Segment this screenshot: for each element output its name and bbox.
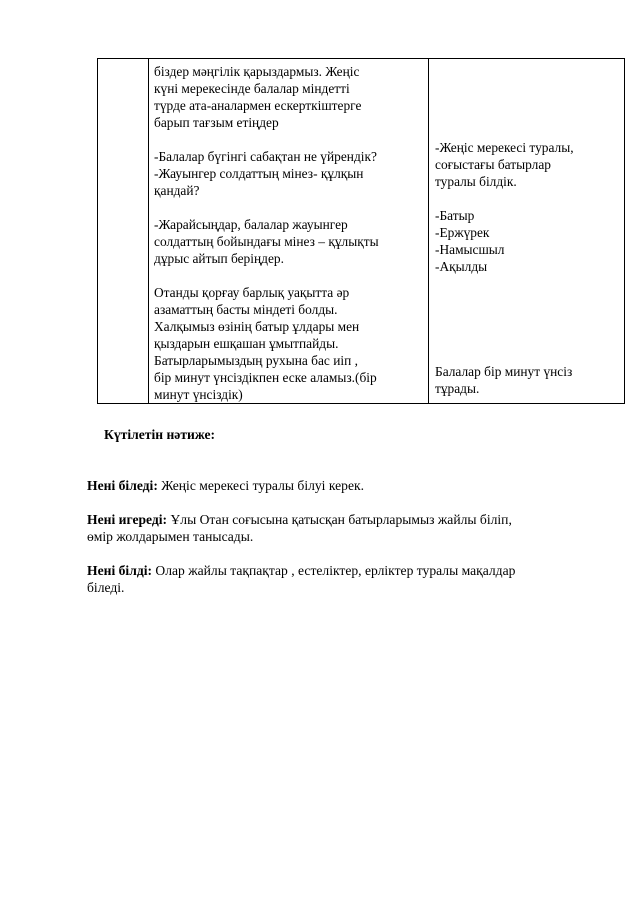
text-line: барып тағзым етіңдер	[154, 115, 279, 130]
text-line: -Жауынгер солдаттың мінез- құлқын	[154, 166, 364, 181]
section-heading: Күтілетін нәтиже:	[104, 427, 216, 442]
knew-text: Олар жайлы тақпақтар , естеліктер, ерліктер туралы мақалдар	[152, 563, 516, 578]
text-line: Халқымыз өзінің батыр ұлдары мен	[154, 319, 360, 334]
text-line: қыздарын ешқашан ұмытпайды.	[154, 336, 339, 351]
text-line: минут үнсіздік)	[154, 387, 243, 402]
text-line: қандай?	[154, 183, 200, 198]
text-line: Батырларымыздың рухына бас иіп ,	[154, 353, 358, 368]
text-line: соғыстағы батырлар	[435, 157, 551, 172]
masters-text: Ұлы Отан соғысына қатысқан батырларымыз жайлы біліп,	[167, 512, 512, 527]
text-line: азаматтың басты міндеті болды.	[154, 302, 338, 317]
expected-results-section	[87, 426, 607, 596]
lesson-table	[97, 58, 625, 404]
text-line: -Жарайсыңдар, балалар жауынгер	[154, 217, 348, 232]
teacher-activity-cell	[149, 59, 429, 404]
text-line: біздер мәңгілік қарыздармыз. Жеңіс	[154, 64, 360, 79]
text-line: Отанды қорғау барлық уақытта әр	[154, 285, 350, 300]
masters-paragraph-cont: өмір жолдарымен танысады.	[87, 529, 254, 544]
text-line: -Ақылды	[435, 259, 488, 274]
text-line: күні мерекесінде балалар міндетті	[154, 81, 350, 96]
knew-paragraph-cont: біледі.	[87, 580, 125, 595]
masters-paragraph	[87, 511, 607, 528]
text-line: бір минут үнсіздікпен еске аламыз.(бір	[154, 370, 377, 385]
text-line: Балалар бір минут үнсіз	[435, 364, 573, 379]
text-line: туралы білдік.	[435, 174, 517, 189]
knew-paragraph	[87, 562, 607, 579]
table-row	[98, 59, 625, 404]
text-line: -Ержүрек	[435, 225, 490, 240]
text-line: -Жеңіс мерекесі туралы,	[435, 140, 574, 155]
masters-label: Нені игереді:	[87, 512, 168, 527]
knows-label: Нені біледі:	[87, 478, 158, 493]
text-line: -Батыр	[435, 208, 475, 223]
text-line: түрде ата-аналармен ескерткіштерге	[154, 98, 362, 113]
text-line: -Намысшыл	[435, 242, 505, 257]
student-activity-cell	[429, 59, 625, 404]
text-line: солдаттың бойындағы мінез – құлықты	[154, 234, 379, 249]
text-line: дұрыс айтып беріңдер.	[154, 251, 284, 266]
text-line: -Балалар бүгінгі сабақтан не үйрендік?	[154, 149, 377, 164]
text-line: тұрады.	[435, 381, 480, 396]
knows-text: Жеңіс мерекесі туралы білуі керек.	[157, 478, 364, 493]
knows-paragraph	[87, 477, 607, 494]
table-cell-empty	[98, 59, 149, 404]
knew-label: Нені білді:	[87, 563, 152, 578]
